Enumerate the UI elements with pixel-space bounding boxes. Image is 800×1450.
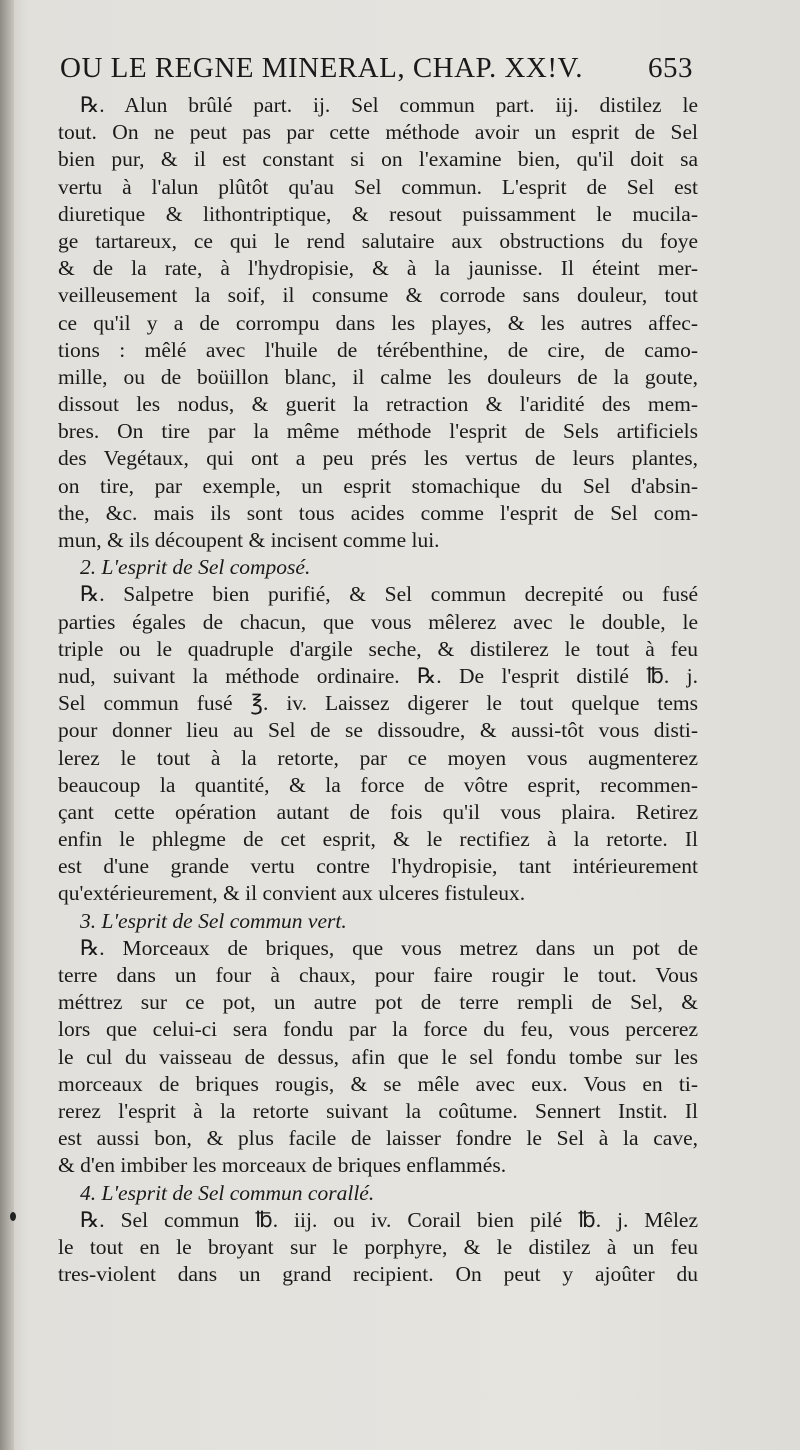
text-line: le tout en le broyant sur le porphyre, & le distilez à un feu <box>58 1234 698 1259</box>
text-line: méttrez sur ce pot, un autre pot de terre rempli de Sel, & <box>58 990 698 1015</box>
text-line: qu'extérieurement, & il convient aux ulceres fistuleux. <box>58 881 526 906</box>
text-line: terre dans un four à chaux, pour faire rougir le tout. Vous <box>58 963 698 987</box>
text-line: nud, suivant la méthode ordinaire. ℞. De l'esprit distilé ℔. j. <box>58 663 698 688</box>
text-line: beaucoup la quantité, & la force de vôtre esprit, recommen- <box>58 772 698 797</box>
text-line: dissout les nodus, & guerit la retraction & l'aridité des mem- <box>58 392 698 417</box>
text-line: des Vegétaux, qui ont a peu prés les vertus de leurs plantes, <box>58 446 698 471</box>
text-line: mun, & ils découpent & incisent comme lui. <box>58 528 440 552</box>
text-line: ℞. Sel commun ℔. iij. ou iv. Corail bien pilé ℔. j. Mêlez <box>80 1207 698 1232</box>
text-line: triple ou le quadruple d'argile seche, & distilerez le tout à feu <box>58 636 698 661</box>
page-body-text <box>58 92 698 1288</box>
text-line: Sel commun fusé ℥. iv. Laissez digerer le tout quelque tems <box>58 691 698 716</box>
text-line: ce qu'il y a de corrompu dans les playes, & les autres affec- <box>58 310 698 335</box>
text-line: diuretique & lithontriptique, & resout puissamment le mucila- <box>58 201 698 226</box>
text-line: ge tartareux, ce qui le rend salutaire aux obstructions du foye <box>58 228 698 253</box>
text-line: vertu à l'alun plûtôt qu'au Sel commun. L'esprit de Sel est <box>58 174 698 199</box>
section-heading: 4. L'esprit de Sel commun corallé. <box>80 1180 375 1205</box>
page-gutter-shadow <box>0 0 14 1450</box>
running-title: OU LE REGNE MINERAL, CHAP. XX!V. <box>60 52 583 84</box>
text-line: bien pur, & il est constant si on l'examine bien, qu'il doit sa <box>58 147 698 172</box>
text-line: on tire, par exemple, un esprit stomachique du Sel d'absin- <box>58 473 698 498</box>
text-line: morceaux de briques rougis, & se mêle avec eux. Vous en ti- <box>58 1071 698 1096</box>
section-heading: 3. L'esprit de Sel commun vert. <box>80 908 347 933</box>
text-line: the, &c. mais ils sont tous acides comme l'esprit de Sel com- <box>58 500 698 525</box>
section-heading: 2. L'esprit de Sel composé. <box>80 555 311 580</box>
text-line: & de la rate, à l'hydropisie, & à la jaunisse. Il éteint mer- <box>58 256 698 281</box>
text-line: pour donner lieu au Sel de se dissoudre, & aussi-tôt vous disti- <box>58 718 698 743</box>
running-header <box>60 52 720 85</box>
text-line: parties égales de chacun, que vous mêlerez avec le double, le <box>58 609 698 634</box>
text-line: lors que celui-ci sera fondu par la force du feu, vous percerez <box>58 1017 698 1042</box>
text-line: ℞. Alun brûlé part. ij. Sel commun part. iij. distilez le <box>80 93 698 117</box>
text-line: tout. On ne peut pas par cette méthode avoir un esprit de Sel <box>58 120 698 145</box>
text-line: le cul du vaisseau de dessus, afin que le sel fondu tombe sur les <box>58 1044 698 1069</box>
text-line: est aussi bon, & plus facile de laisser fondre le Sel à la cave, <box>58 1126 698 1151</box>
text-line: veilleusement la soif, il consume & corrode sans douleur, tout <box>58 283 698 308</box>
text-line: tres-violent dans un grand recipient. On peut y ajoûter du <box>58 1262 698 1287</box>
text-line: bres. On tire par la même méthode l'esprit de Sels artificiels <box>58 419 698 444</box>
text-line: mille, ou de boüillon blanc, il calme les douleurs de la goute, <box>58 364 698 389</box>
text-line: tions : mêlé avec l'huile de térébenthine, de cire, de camo- <box>58 337 698 362</box>
text-line: & d'en imbiber les morceaux de briques enflammés. <box>58 1153 507 1178</box>
text-line: est d'une grande vertu contre l'hydropisie, tant intérieurement <box>58 854 698 879</box>
text-line: lerez le tout à la retorte, par ce moyen vous augmenterez <box>58 745 698 770</box>
text-line: rerez l'esprit à la retorte suivant la coûtume. Sennert Instit. Il <box>58 1098 698 1123</box>
page-number: 653 <box>648 52 693 84</box>
text-line: enfin le phlegme de cet esprit, & le rectifiez à la retorte. Il <box>58 827 698 852</box>
text-line: ℞. Morceaux de briques, que vous metrez dans un pot de <box>80 935 698 960</box>
text-line: çant cette opération autant de fois qu'il vous plaira. Retirez <box>58 799 698 824</box>
text-line: ℞. Salpetre bien purifié, & Sel commun decrepité ou fusé <box>80 582 698 607</box>
ink-mark <box>10 1212 16 1221</box>
